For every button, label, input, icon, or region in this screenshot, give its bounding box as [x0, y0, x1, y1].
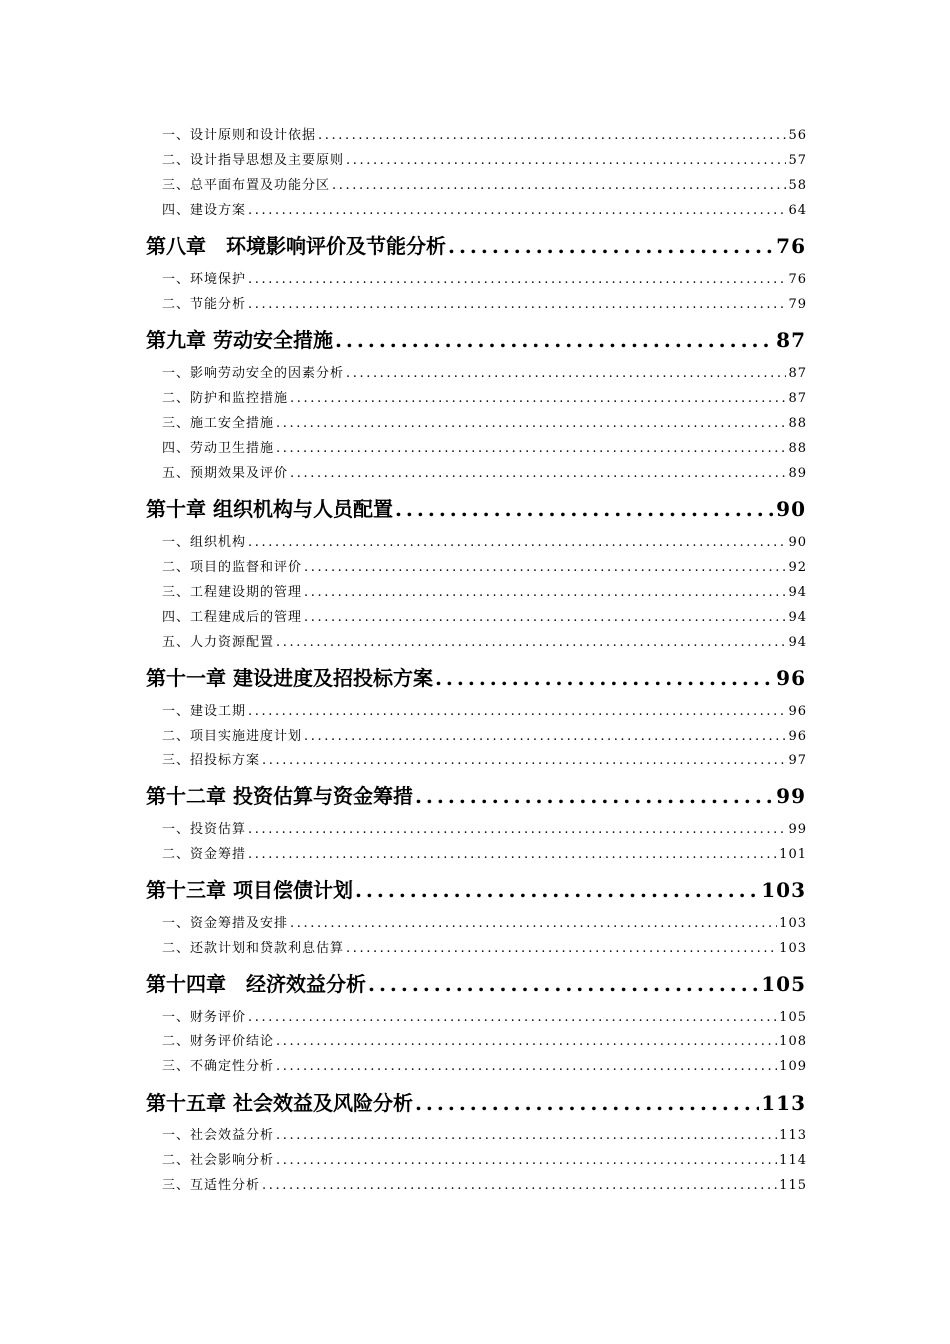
toc-page-number: 90 — [776, 497, 806, 521]
toc-entry-title: 五、预期效果及评价 — [162, 466, 289, 481]
toc-dot-leader — [346, 365, 786, 383]
toc-entry[interactable] — [162, 365, 807, 383]
toc-dot-leader — [290, 390, 786, 408]
toc-dot-leader — [248, 202, 786, 220]
toc-dot-leader — [276, 1127, 777, 1145]
toc-dot-leader — [248, 1009, 777, 1027]
toc-dot-leader — [262, 752, 786, 770]
toc-dot-leader — [368, 971, 759, 997]
toc-dot-leader — [346, 940, 777, 958]
toc-entry-title: 四、建设方案 — [162, 203, 247, 218]
toc-page-number: 96 — [788, 704, 807, 719]
toc-entry[interactable] — [162, 846, 807, 864]
toc-entry-title: 二、财务评价结论 — [162, 1034, 275, 1049]
toc-entry[interactable] — [162, 752, 807, 770]
toc-dot-leader — [248, 534, 786, 552]
toc-dot-leader — [335, 327, 774, 353]
toc-dot-leader — [435, 665, 774, 691]
toc-dot-leader — [304, 609, 786, 627]
toc-page-number: 115 — [779, 1178, 807, 1193]
toc-dot-leader — [290, 915, 777, 933]
toc-chapter-entry[interactable] — [146, 233, 806, 259]
toc-page-number: 103 — [779, 941, 807, 956]
toc-entry-title: 一、设计原则和设计依据 — [162, 128, 317, 143]
toc-entry[interactable] — [162, 1127, 807, 1145]
toc-entry[interactable] — [162, 1009, 807, 1027]
toc-page-number: 94 — [788, 585, 807, 600]
toc-page-number: 87 — [776, 328, 806, 352]
toc-entry[interactable] — [162, 152, 807, 170]
toc-entry-title: 三、施工安全措施 — [162, 416, 275, 431]
toc-entry[interactable] — [162, 271, 807, 289]
toc-dot-leader — [415, 783, 774, 809]
toc-dot-leader — [248, 846, 777, 864]
toc-entry-title: 一、组织机构 — [162, 535, 247, 550]
toc-page-number: 105 — [761, 972, 806, 996]
toc-page-number: 108 — [779, 1034, 807, 1049]
toc-entry-title: 三、招投标方案 — [162, 753, 261, 768]
toc-entry-title: 一、环境保护 — [162, 272, 247, 287]
toc-page-number: 92 — [788, 560, 807, 575]
toc-entry[interactable] — [162, 177, 807, 195]
toc-chapter-title: 第九章 劳动安全措施 — [146, 328, 333, 352]
toc-dot-leader — [248, 296, 786, 314]
toc-page-number: 90 — [788, 535, 807, 550]
toc-entry[interactable] — [162, 559, 807, 577]
toc-dot-leader — [318, 127, 786, 145]
toc-chapter-title: 第十三章 项目偿债计划 — [146, 878, 353, 902]
toc-entry[interactable] — [162, 728, 807, 746]
toc-entry[interactable] — [162, 1033, 807, 1051]
toc-dot-leader — [276, 1058, 777, 1076]
toc-chapter-entry[interactable] — [146, 327, 806, 353]
toc-dot-leader — [276, 415, 786, 433]
toc-page-number: 114 — [779, 1153, 807, 1168]
toc-page-number: 64 — [788, 203, 807, 218]
toc-page-number: 103 — [779, 916, 807, 931]
toc-page-number: 105 — [779, 1010, 807, 1025]
toc-dot-leader — [276, 440, 786, 458]
toc-chapter-entry[interactable] — [146, 971, 806, 997]
toc-dot-leader — [276, 1033, 777, 1051]
toc-chapter-entry[interactable] — [146, 665, 806, 691]
toc-page-number: 88 — [788, 441, 807, 456]
toc-page-number: 113 — [761, 1091, 806, 1115]
toc-dot-leader — [304, 559, 786, 577]
toc-page-number: 103 — [761, 878, 806, 902]
toc-entry-title: 一、社会效益分析 — [162, 1128, 275, 1143]
toc-chapter-title: 第十一章 建设进度及招投标方案 — [146, 666, 433, 690]
toc-page-number: 57 — [788, 153, 807, 168]
toc-entry[interactable] — [162, 296, 807, 314]
toc-chapter-entry[interactable] — [146, 783, 806, 809]
toc-entry[interactable] — [162, 703, 807, 721]
toc-chapter-entry[interactable] — [146, 877, 806, 903]
toc-entry[interactable] — [162, 127, 807, 145]
toc-chapter-title: 第十章 组织机构与人员配置 — [146, 497, 393, 521]
toc-entry[interactable] — [162, 821, 807, 839]
toc-dot-leader — [304, 584, 786, 602]
toc-dot-leader — [248, 821, 786, 839]
toc-page-number: 89 — [788, 466, 807, 481]
toc-entry[interactable] — [162, 390, 807, 408]
toc-dot-leader — [262, 1177, 777, 1195]
toc-entry-title: 三、不确定性分析 — [162, 1059, 275, 1074]
toc-entry-title: 二、节能分析 — [162, 297, 247, 312]
toc-entry-title: 二、项目实施进度计划 — [162, 729, 303, 744]
toc-page-number: 88 — [788, 416, 807, 431]
toc-page-number: 109 — [779, 1059, 807, 1074]
toc-entry-title: 一、影响劳动安全的因素分析 — [162, 366, 345, 381]
toc-entry[interactable] — [162, 202, 807, 220]
toc-dot-leader — [276, 634, 786, 652]
toc-chapter-entry[interactable] — [146, 1090, 806, 1116]
toc-entry-title: 四、工程建成后的管理 — [162, 610, 303, 625]
toc-dot-leader — [290, 465, 786, 483]
toc-page-number: 94 — [788, 635, 807, 650]
toc-entry[interactable] — [162, 609, 807, 627]
toc-entry[interactable] — [162, 915, 807, 933]
toc-page-number: 96 — [788, 729, 807, 744]
toc-page-number: 101 — [779, 847, 807, 862]
toc-chapter-title: 第十二章 投资估算与资金筹措 — [146, 784, 413, 808]
toc-page-number: 56 — [788, 128, 807, 143]
toc-page-number: 99 — [776, 784, 806, 808]
toc-entry[interactable] — [162, 584, 807, 602]
toc-page-number: 87 — [788, 366, 807, 381]
toc-dot-leader — [332, 177, 786, 195]
toc-entry[interactable] — [162, 534, 807, 552]
toc-page-number: 76 — [788, 272, 807, 287]
toc-entry-title: 二、防护和监控措施 — [162, 391, 289, 406]
toc-dot-leader — [415, 1090, 759, 1116]
toc-dot-leader — [346, 152, 786, 170]
toc-entry-title: 三、总平面布置及功能分区 — [162, 178, 331, 193]
toc-dot-leader — [395, 496, 774, 522]
toc-entry-title: 三、工程建设期的管理 — [162, 585, 303, 600]
toc-dot-leader — [355, 877, 759, 903]
toc-dot-leader — [248, 271, 786, 289]
toc-entry[interactable] — [162, 440, 807, 458]
toc-entry[interactable] — [162, 1177, 807, 1195]
toc-page-number: 99 — [788, 822, 807, 837]
toc-entry-title: 二、社会影响分析 — [162, 1153, 275, 1168]
toc-page-number: 79 — [788, 297, 807, 312]
toc-chapter-title: 第十五章 社会效益及风险分析 — [146, 1091, 413, 1115]
toc-page-number: 97 — [788, 753, 807, 768]
toc-entry[interactable] — [162, 634, 807, 652]
toc-chapter-title: 第十四章 经济效益分析 — [146, 972, 366, 996]
toc-dot-leader — [248, 703, 786, 721]
toc-entry[interactable] — [162, 940, 807, 958]
toc-entry-title: 二、设计指导思想及主要原则 — [162, 153, 345, 168]
toc-entry[interactable] — [162, 1152, 807, 1170]
toc-dot-leader — [276, 1152, 777, 1170]
toc-chapter-title: 第八章 环境影响评价及节能分析 — [146, 234, 446, 258]
toc-entry[interactable] — [162, 415, 807, 433]
toc-page-number: 87 — [788, 391, 807, 406]
toc-entry-title: 二、还款计划和贷款利息估算 — [162, 941, 345, 956]
toc-page-number: 94 — [788, 610, 807, 625]
toc-entry-title: 一、投资估算 — [162, 822, 247, 837]
toc-entry-title: 三、互适性分析 — [162, 1178, 261, 1193]
toc-entry-title: 四、劳动卫生措施 — [162, 441, 275, 456]
toc-dot-leader — [448, 233, 774, 259]
toc-entry-title: 五、人力资源配置 — [162, 635, 275, 650]
toc-entry-title: 二、项目的监督和评价 — [162, 560, 303, 575]
toc-chapter-entry[interactable] — [146, 496, 806, 522]
toc-dot-leader — [304, 728, 786, 746]
toc-page-number: 58 — [788, 178, 807, 193]
toc-page-number: 113 — [779, 1128, 807, 1143]
toc-entry[interactable] — [162, 465, 807, 483]
toc-entry-title: 二、资金筹措 — [162, 847, 247, 862]
toc-page-number: 76 — [776, 234, 806, 258]
toc-entry-title: 一、资金筹措及安排 — [162, 916, 289, 931]
toc-page-number: 96 — [776, 666, 806, 690]
toc-entry[interactable] — [162, 1058, 807, 1076]
toc-entry-title: 一、财务评价 — [162, 1010, 247, 1025]
toc-entry-title: 一、建设工期 — [162, 704, 247, 719]
